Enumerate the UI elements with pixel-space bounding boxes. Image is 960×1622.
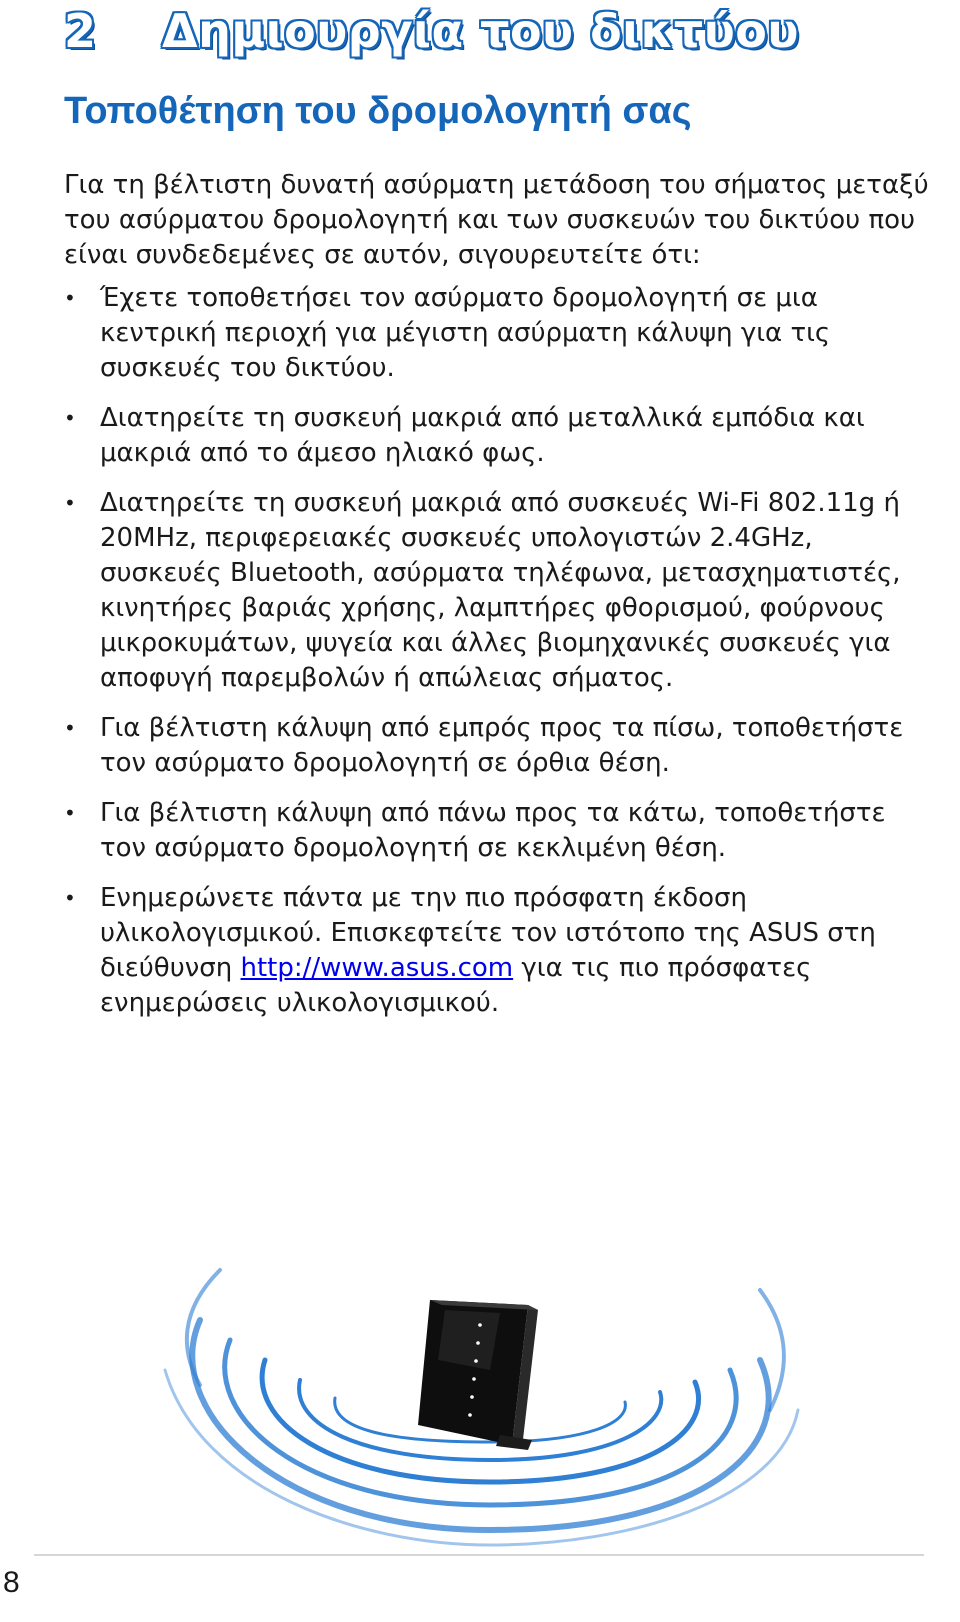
bullet-icon: • [64,491,76,515]
list-item-text: Για βέλτιστη κάλυψη από εμπρός προς τα πίσω, τοποθετήστε τον ασύρματο δρομολογητή σε όρθια θέση. [100,713,904,778]
bullet-icon: • [64,406,76,430]
asus-website-link[interactable]: http://www.asus.com [240,953,514,983]
list-item [64,881,934,1021]
bullet-icon: • [64,886,76,910]
router-wifi-illustration [160,1210,800,1550]
list-item [64,486,934,696]
bullet-icon: • [64,801,76,825]
firmware-text-after: για τις πιο πρόσφατες ενημερώσεις υλικολογισμικού. [100,953,812,1018]
list-item [64,401,934,471]
list-item-text: Έχετε τοποθετήσει τον ασύρματο δρομολογητή σε μια κεντρική περιοχή για μέγιστη ασύρματη κάλυψη για τις συσκευές του δικτύου. [100,283,831,383]
list-item [64,281,934,386]
bullet-icon: • [64,286,76,310]
body-content [64,168,934,1036]
chapter-title: Δημιουργία του δικτύου [162,4,799,58]
placement-tips-list [64,281,934,1021]
page-number: 8 [3,1566,20,1599]
chapter-number: 2 [64,4,97,58]
bullet-icon: • [64,716,76,740]
list-item-text: Διατηρείτε τη συσκευή μακριά από μεταλλικά εμπόδια και μακριά από το άμεσο ηλιακό φως. [100,403,865,468]
list-item [64,796,934,866]
router-device-icon [418,1300,538,1450]
intro-paragraph: Για τη βέλτιστη δυνατή ασύρματη μετάδοση του σήματος μεταξύ του ασύρματου δρομολογητή και των συσκευών του δικτύου που είναι συνδεδεμένες σε αυτόν, σιγουρευτείτε ότι: [64,170,929,270]
firmware-text-before: Ενημερώνετε πάντα με την πιο πρόσφατη έκδοση υλικολογισμικού. Επισκεφτείτε τον ιστότοπο της ASUS στη διεύθυνση [100,883,876,983]
footer-divider [34,1554,924,1556]
list-item [64,711,934,781]
chapter-heading [64,4,799,58]
list-item-text: Διατηρείτε τη συσκευή μακριά από συσκευές Wi-Fi 802.11g ή 20MHz, περιφερειακές συσκευές υπολογιστών 2.4GHz, συσκευές Bluetooth, ασύρματα τηλέφωνα, μετασχηματιστές, κινητήρες βαριάς χρήσης, λαμπτήρες φθορισμού, φούρνους μικροκυμάτων, ψυγεία και άλλες βιομηχανικές συσκευές για αποφυγή παρεμβολών ή απώλειας σήματος. [100,488,901,693]
list-item-text: Για βέλτιστη κάλυψη από πάνω προς τα κάτω, τοποθετήστε τον ασύρματο δρομολογητή σε κεκλιμένη θέση. [100,798,886,863]
section-title: Τοποθέτηση του δρομολογητή σας [64,90,692,132]
